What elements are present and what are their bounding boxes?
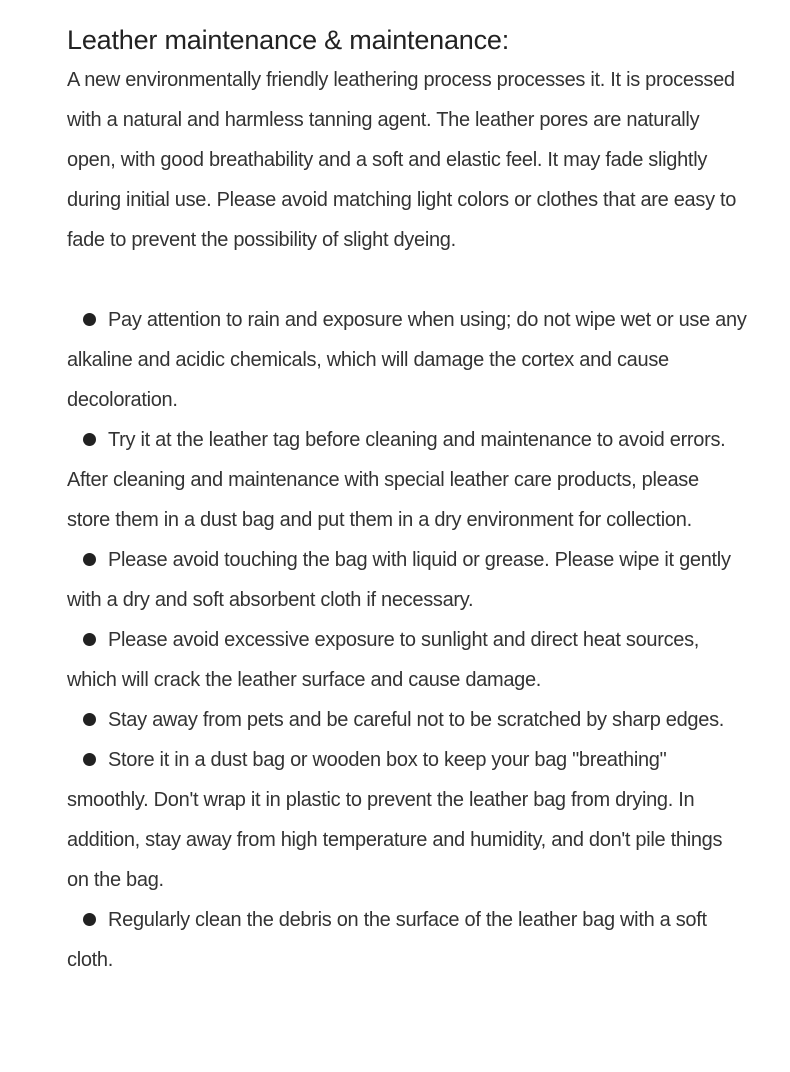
bullet-icon (83, 633, 96, 646)
list-item-text: Store it in a dust bag or wooden box to keep your bag "breathing" smoothly. Don't wrap it in plastic to prevent the leather bag from drying. In addition, stay away from high temperature and humidity, and don't pile things on the bag. (67, 749, 723, 891)
bullet-icon (83, 313, 96, 326)
list-item-text: Please avoid excessive exposure to sunlight and direct heat sources, which will crack the leather surface and cause damage. (67, 629, 700, 691)
bullet-icon (83, 553, 96, 566)
care-instructions (67, 20, 747, 980)
list-item (67, 540, 747, 620)
list-item-text: Try it at the leather tag before cleaning and maintenance to avoid errors. After cleaning and maintenance with special leather care products, please store them in a dust bag and put them in a dry environment for collection. (67, 429, 726, 531)
list-item (67, 900, 747, 980)
list-item-text: Stay away from pets and be careful not to be scratched by sharp edges. (108, 709, 725, 731)
bullet-icon (83, 913, 96, 926)
bullet-icon (83, 753, 96, 766)
bullet-icon (83, 433, 96, 446)
intro-paragraph: A new environmentally friendly leathering process processes it. It is processed with a natural and harmless tanning agent. The leather pores are naturally open, with good breathability and a soft and elastic feel. It may fade slightly during initial use. Please avoid matching light colors or clothes that are easy to fade to prevent the possibility of slight dyeing. (67, 69, 737, 251)
list-item-text: Pay attention to rain and exposure when using; do not wipe wet or use any alkaline and acidic chemicals, which will damage the cortex and cause decoloration. (67, 309, 747, 411)
page-title: Leather maintenance & maintenance: (67, 25, 509, 55)
list-item (67, 740, 747, 900)
paragraph-spacer (67, 260, 747, 300)
list-item (67, 700, 747, 740)
list-item-text: Regularly clean the debris on the surface of the leather bag with a soft cloth. (67, 909, 707, 971)
list-item (67, 620, 747, 700)
list-item-text: Please avoid touching the bag with liquid or grease. Please wipe it gently with a dry and soft absorbent cloth if necessary. (67, 549, 731, 611)
bullet-icon (83, 713, 96, 726)
list-item (67, 420, 747, 540)
list-item (67, 300, 747, 420)
